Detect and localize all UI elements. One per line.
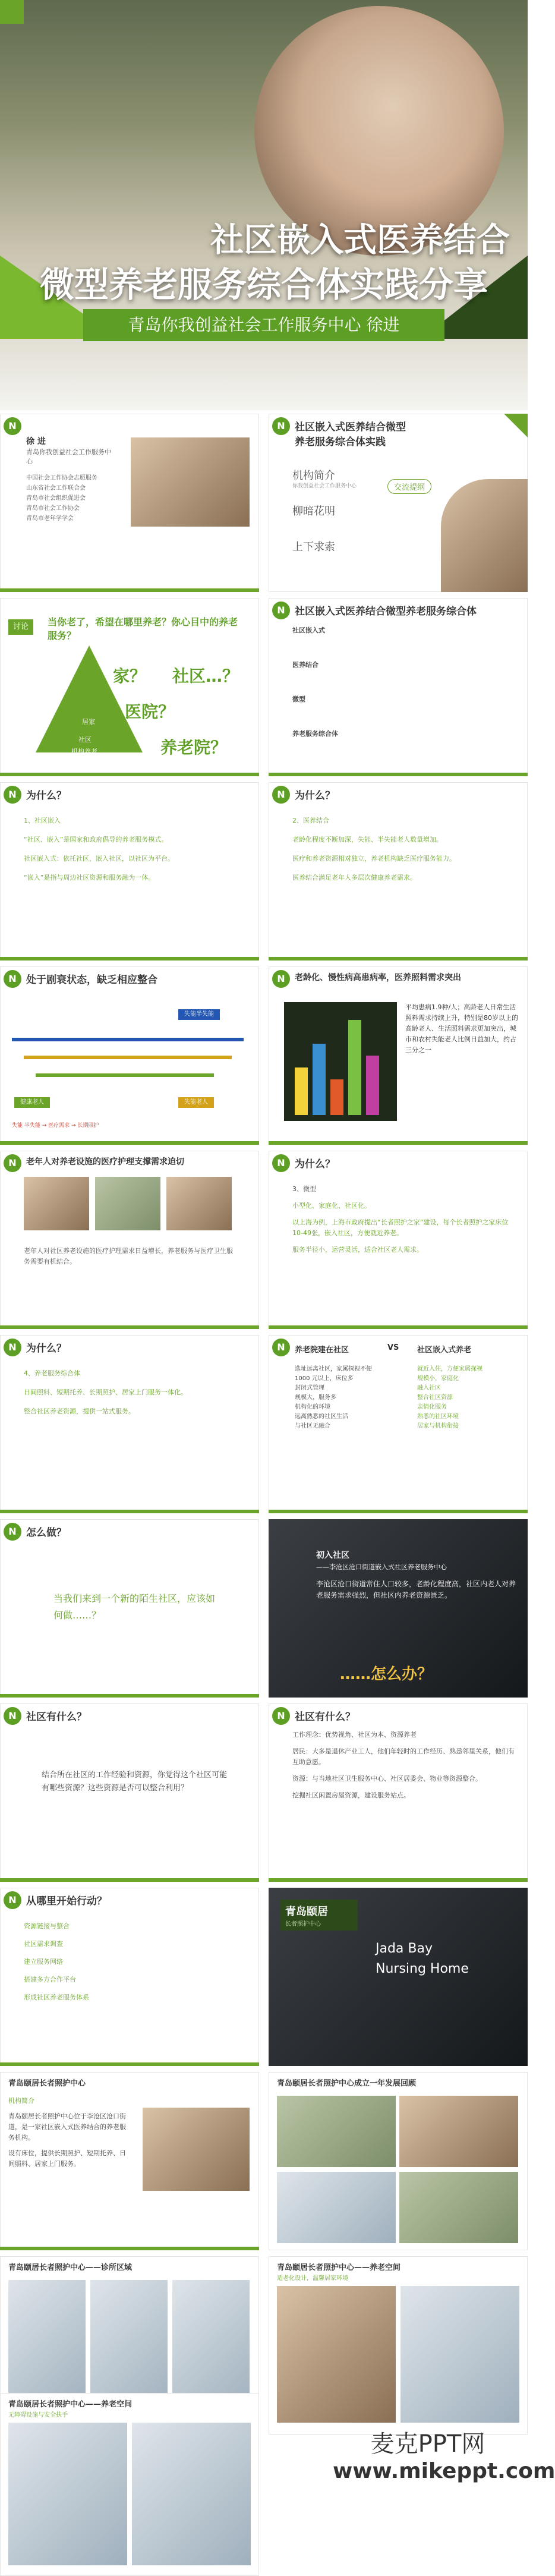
slide-brand (269, 1888, 528, 2066)
slide-where-to-start (0, 1888, 259, 2066)
corner-accent (0, 0, 24, 24)
logo-icon: N (4, 1339, 21, 1356)
bathroom-photo-1 (8, 2423, 127, 2565)
outline-item-3: 上下求索 (292, 541, 335, 553)
slide-title: 为什么？ (295, 1158, 335, 1170)
logo-icon: N (4, 417, 21, 435)
elderly-photo (441, 479, 528, 592)
option-community: 社区…？ (172, 666, 239, 686)
slide-bottom-bar (0, 1325, 259, 1329)
why-1-body: 1、社区嵌入 “社区、嵌入”是国家和政府倡导的养老服务模式。 社区嵌入式：依托社区，嵌入社区，以社区为平台。 “嵌入”是指与周边社区资源和服务融为一体。 (24, 817, 174, 881)
start-list: 资源链接与整合 社区需求调查 建立服务网络 搭建多方合作平台 形成社区养老服务体系 (24, 1922, 89, 2001)
brand-sub: 长者照护中心 (285, 1921, 321, 1928)
logo-icon: N (4, 1523, 21, 1541)
slide-title: 怎么做？ (26, 1527, 67, 1539)
photo-3 (166, 1177, 232, 1230)
brand-box (280, 1900, 358, 1931)
slide-elder-space-2 (0, 2393, 259, 2576)
compare-left-title: 养老院建在社区 (295, 1346, 349, 1355)
slide-entering-community (269, 1519, 528, 1698)
review-photo-1 (277, 2096, 396, 2167)
slide-title: 社区嵌入式医养结合微型养老服务综合体实践 (295, 421, 406, 448)
logo-icon: N (4, 786, 21, 804)
outline-item-1-sub: 你我创益社会工作服务中心 (292, 483, 357, 489)
clinic-photo-3 (172, 2280, 250, 2411)
cover-subtitle: 青岛你我创益社会工作服务中心 徐进 (83, 309, 444, 341)
slide-elder-space (269, 2256, 528, 2435)
compare-right-list: 就近入住，方便家属探视 规模小，家庭化 融入社区 整合社区资源 亲情化服务 熟悉的社区环境 居家与机构衔接 (417, 1366, 483, 1429)
why-3-body: 3、微型 小型化、家庭化、社区化。 以上海为例，上海市政府提出“长者照护之家”建设，每个长者照护之家床位10-49张，嵌入社区，方便就近养老。 服务半径小，运营灵活，适合社区老人需求。 (292, 1185, 509, 1254)
footer-brand-cn: 麦克PPT网 (370, 2430, 485, 2458)
slide-bottom-bar (0, 1141, 259, 1145)
cover-title-line2: 微型养老服务综合体实践分享 (39, 264, 488, 305)
corner-accent (504, 414, 528, 437)
logo-icon: N (4, 970, 21, 988)
slide-title: 老年人对养老设施的医疗护理支撑需求迫切 (26, 1157, 184, 1167)
timeline-label-disabled-2: 失能老人 (178, 1097, 214, 1108)
review-photo-4 (399, 2172, 518, 2243)
slide-bottom-bar (0, 957, 259, 961)
slide-title: 为什么？ (26, 790, 67, 802)
slide-bottom-bar (269, 1510, 528, 1513)
slide-outline (269, 414, 528, 592)
outline-item-2: 柳暗花明 (292, 505, 335, 518)
slide-bottom-bar (269, 1878, 528, 1882)
discussion-question: 当你老了，希望在哪里养老？你心目中的养老服务？ (48, 616, 238, 641)
pyramid-label-3: 机构养老 (71, 748, 97, 755)
option-nursing-home: 养老院？ (160, 738, 228, 757)
slide-title: 为什么？ (26, 1343, 67, 1355)
slide-why-4 (0, 1335, 259, 1513)
outline-tag: 交流提纲 (387, 479, 431, 494)
slide-subtitle: 无障碍设施与安全扶手 (8, 2412, 68, 2418)
option-home: 家？ (113, 666, 147, 686)
slide-discussion (0, 598, 259, 776)
slide-bottom-bar (0, 2247, 259, 2250)
logo-icon: N (272, 602, 290, 619)
medical-demand-text: 老年人对社区养老设施的医疗护理需求日益增长，养老服务与医疗卫生服务需要有机结合。 (24, 1247, 233, 1265)
footer-brand-url: www.mikeppt.com (333, 2459, 555, 2483)
logo-icon: N (272, 1707, 290, 1725)
slide-title: 青岛颐居长者照护中心——诊所区域 (8, 2263, 133, 2272)
review-photo-3 (277, 2172, 396, 2243)
compare-right-title: 社区嵌入式养老 (417, 1346, 472, 1355)
compare-left-list: 选址远离社区，家属探视不便 1000 元以上，床位多 封闭式管理 规模大，服务多 机构化的环境 远离熟悉的社区生活 与社区无融合 (295, 1366, 372, 1429)
bathroom-photo-2 (132, 2423, 251, 2565)
footer-watermark (333, 2425, 555, 2483)
slide-title: 青岛颐居长者照护中心 (8, 2079, 86, 2088)
slide-title: 从哪里开始行动？ (26, 1895, 107, 1907)
slide-bottom-bar (269, 1141, 528, 1145)
resources-question: 结合所在社区的工作经验和资源，你觉得这个社区可能有哪些资源？这些资源是否可以整合利用？ (42, 1771, 228, 1793)
logo-icon: N (4, 1707, 21, 1725)
slide-community-resources (269, 1703, 528, 1882)
logo-icon: N (272, 1339, 290, 1356)
slide-bottom-bar (0, 1878, 259, 1882)
slide-bottom-bar (0, 773, 259, 776)
cover-slide (0, 0, 528, 410)
pyramid-label-2: 社区 (78, 736, 92, 744)
slide-bottom-bar (0, 588, 259, 592)
slide-medical-demand (0, 1151, 259, 1329)
brand-name: 青岛颐居 (285, 1906, 328, 1918)
speaker-photo (131, 437, 250, 527)
center-intro-body: 机构简介 青岛颐居长者照护中心位于李沧区沧口街道，是一家社区嵌入式医养结合的养老服务机构。 设有床位，提供长期照护、短期托养、日间照料、居家上门服务。 (8, 2097, 126, 2168)
slide-title: 社区有什么？ (295, 1711, 355, 1723)
cover-title-line1: 社区嵌入式医养结合 (210, 221, 510, 260)
sign-text-1: Jada Bay (376, 1941, 433, 1956)
speaker-items: 中国社会工作协会志愿服务 山东省社会工作联合会 青岛市社会组织促进会 青岛市社会工作协会 青岛市老年学学会 (26, 475, 97, 522)
slide-concept (269, 598, 528, 776)
speaker-org: 青岛你我创益社会工作服务中心 (26, 448, 111, 465)
slide-bottom-bar (269, 773, 528, 776)
discussion-label: 讨论 (8, 619, 33, 635)
slide-one-year-review (269, 2072, 528, 2250)
slide-bottom-bar (0, 1510, 259, 1513)
timeline-label-disabled: 失能半失能 (178, 1009, 220, 1020)
why-2-body: 2、医养结合 老龄化程度不断加深，失能、半失能老人数量增加。 医疗和养老资源相对独立，养老机构缺乏医疗服务能力。 医养结合满足老年人多层次健康养老需求。 (292, 817, 456, 881)
why-4-body: 4、养老服务综合体 日间照料、短期托养、长期照护、居家上门服务一体化。 整合社区养老资源，提供一站式服务。 (24, 1369, 187, 1415)
chronic-text: 平均患病1.9种/人；高龄老人日常生活照料需求持续上升，特别是80岁以上的高龄老人、生活照料需求更加突出，城市和农村失能老人比例日益加大，约占三分之一 (405, 1003, 518, 1054)
slide-fragmented-state (0, 966, 259, 1145)
slide-community-resources-q (0, 1703, 259, 1882)
slide-bottom-bar (269, 1325, 528, 1329)
slide-why-2 (269, 782, 528, 961)
pyramid-label-1: 居家 (82, 718, 95, 726)
slide-bottom-bar (0, 2062, 259, 2066)
slide-subtitle: 适老化设计，温馨居家环境 (277, 2275, 348, 2282)
entering-title: 初入社区 (316, 1551, 349, 1560)
slide-why-1 (0, 782, 259, 961)
slide-title: 青岛颐居长者照护中心成立一年发展回顾 (277, 2079, 417, 2088)
logo-icon: N (272, 1154, 290, 1172)
timeline-note: 失能 半失能 → 医疗需求 → 长期照护 (12, 1123, 99, 1129)
sign-text-2: Nursing Home (376, 1961, 469, 1976)
slide-title: 老龄化、慢性病高患病率，医养照料需求突出 (295, 973, 461, 982)
concept-body: 社区嵌入式 医养结合 微型 养老服务综合体 (292, 626, 338, 738)
slide-comparison (269, 1335, 528, 1513)
space-photo-1 (277, 2286, 396, 2423)
entering-question: ……怎么办？ (340, 1665, 433, 1683)
center-photo (143, 2108, 250, 2191)
slide-title: 处于剧衰状态，缺乏相应整合 (26, 974, 157, 986)
slide-title: 社区嵌入式医养结合微型养老服务综合体 (295, 606, 477, 618)
slide-title: 为什么？ (295, 790, 335, 802)
clinic-photo-2 (90, 2280, 168, 2411)
slide-chronic-disease (269, 966, 528, 1145)
entering-subtitle: ——李沧区沧口街道嵌入式社区养老服务中心 (316, 1563, 447, 1571)
slide-title: 青岛颐居长者照护中心——养老空间 (8, 2400, 133, 2409)
slide-title: 青岛颐居长者照护中心——养老空间 (277, 2263, 401, 2272)
logo-icon: N (272, 417, 290, 435)
compare-vs: VS (387, 1343, 399, 1352)
slide-center-intro (0, 2072, 259, 2250)
space-photo-2 (401, 2286, 519, 2423)
slide-bottom-bar (0, 1694, 259, 1698)
clinic-photo-1 (8, 2280, 86, 2411)
slide-why-3 (269, 1151, 528, 1329)
logo-icon: N (4, 1154, 21, 1172)
bar-chart-image (284, 1002, 397, 1121)
slide-how (0, 1519, 259, 1698)
logo-icon: N (272, 786, 290, 804)
photo-1 (24, 1177, 89, 1230)
speaker-name: 徐 进 (26, 437, 46, 446)
entering-text: 李沧区沧口街道常住人口较多，老龄化程度高，社区内老人对养老服务需求强烈，但社区内养老资源匮乏。 (316, 1580, 516, 1599)
logo-icon: N (4, 1891, 21, 1909)
timeline-label-healthy: 健康老人 (14, 1097, 50, 1108)
photo-2 (95, 1177, 160, 1230)
logo-icon: N (272, 970, 290, 988)
slide-bottom-bar (269, 957, 528, 961)
outline-item-1: 机构简介 (292, 470, 335, 482)
resources-body: 工作理念：优势视角、社区为本、资源养老 居民：大多是退休产业工人，他们年轻时的工作经历、熟悉邻里关系，他们有互助意愿。 资源：与当地社区卫生服务中心、社区居委会、物业等资源整合。 挖掘社区闲置房屋资源，建设服务站点。 (292, 1731, 515, 1799)
review-photo-2 (399, 2096, 518, 2167)
option-hospital: 医院？ (125, 702, 175, 722)
how-question: 当我们来到一个新的陌生社区，应该如何做……？ (53, 1593, 216, 1621)
slide-speaker-intro (0, 414, 259, 592)
slide-title: 社区有什么？ (26, 1711, 87, 1723)
